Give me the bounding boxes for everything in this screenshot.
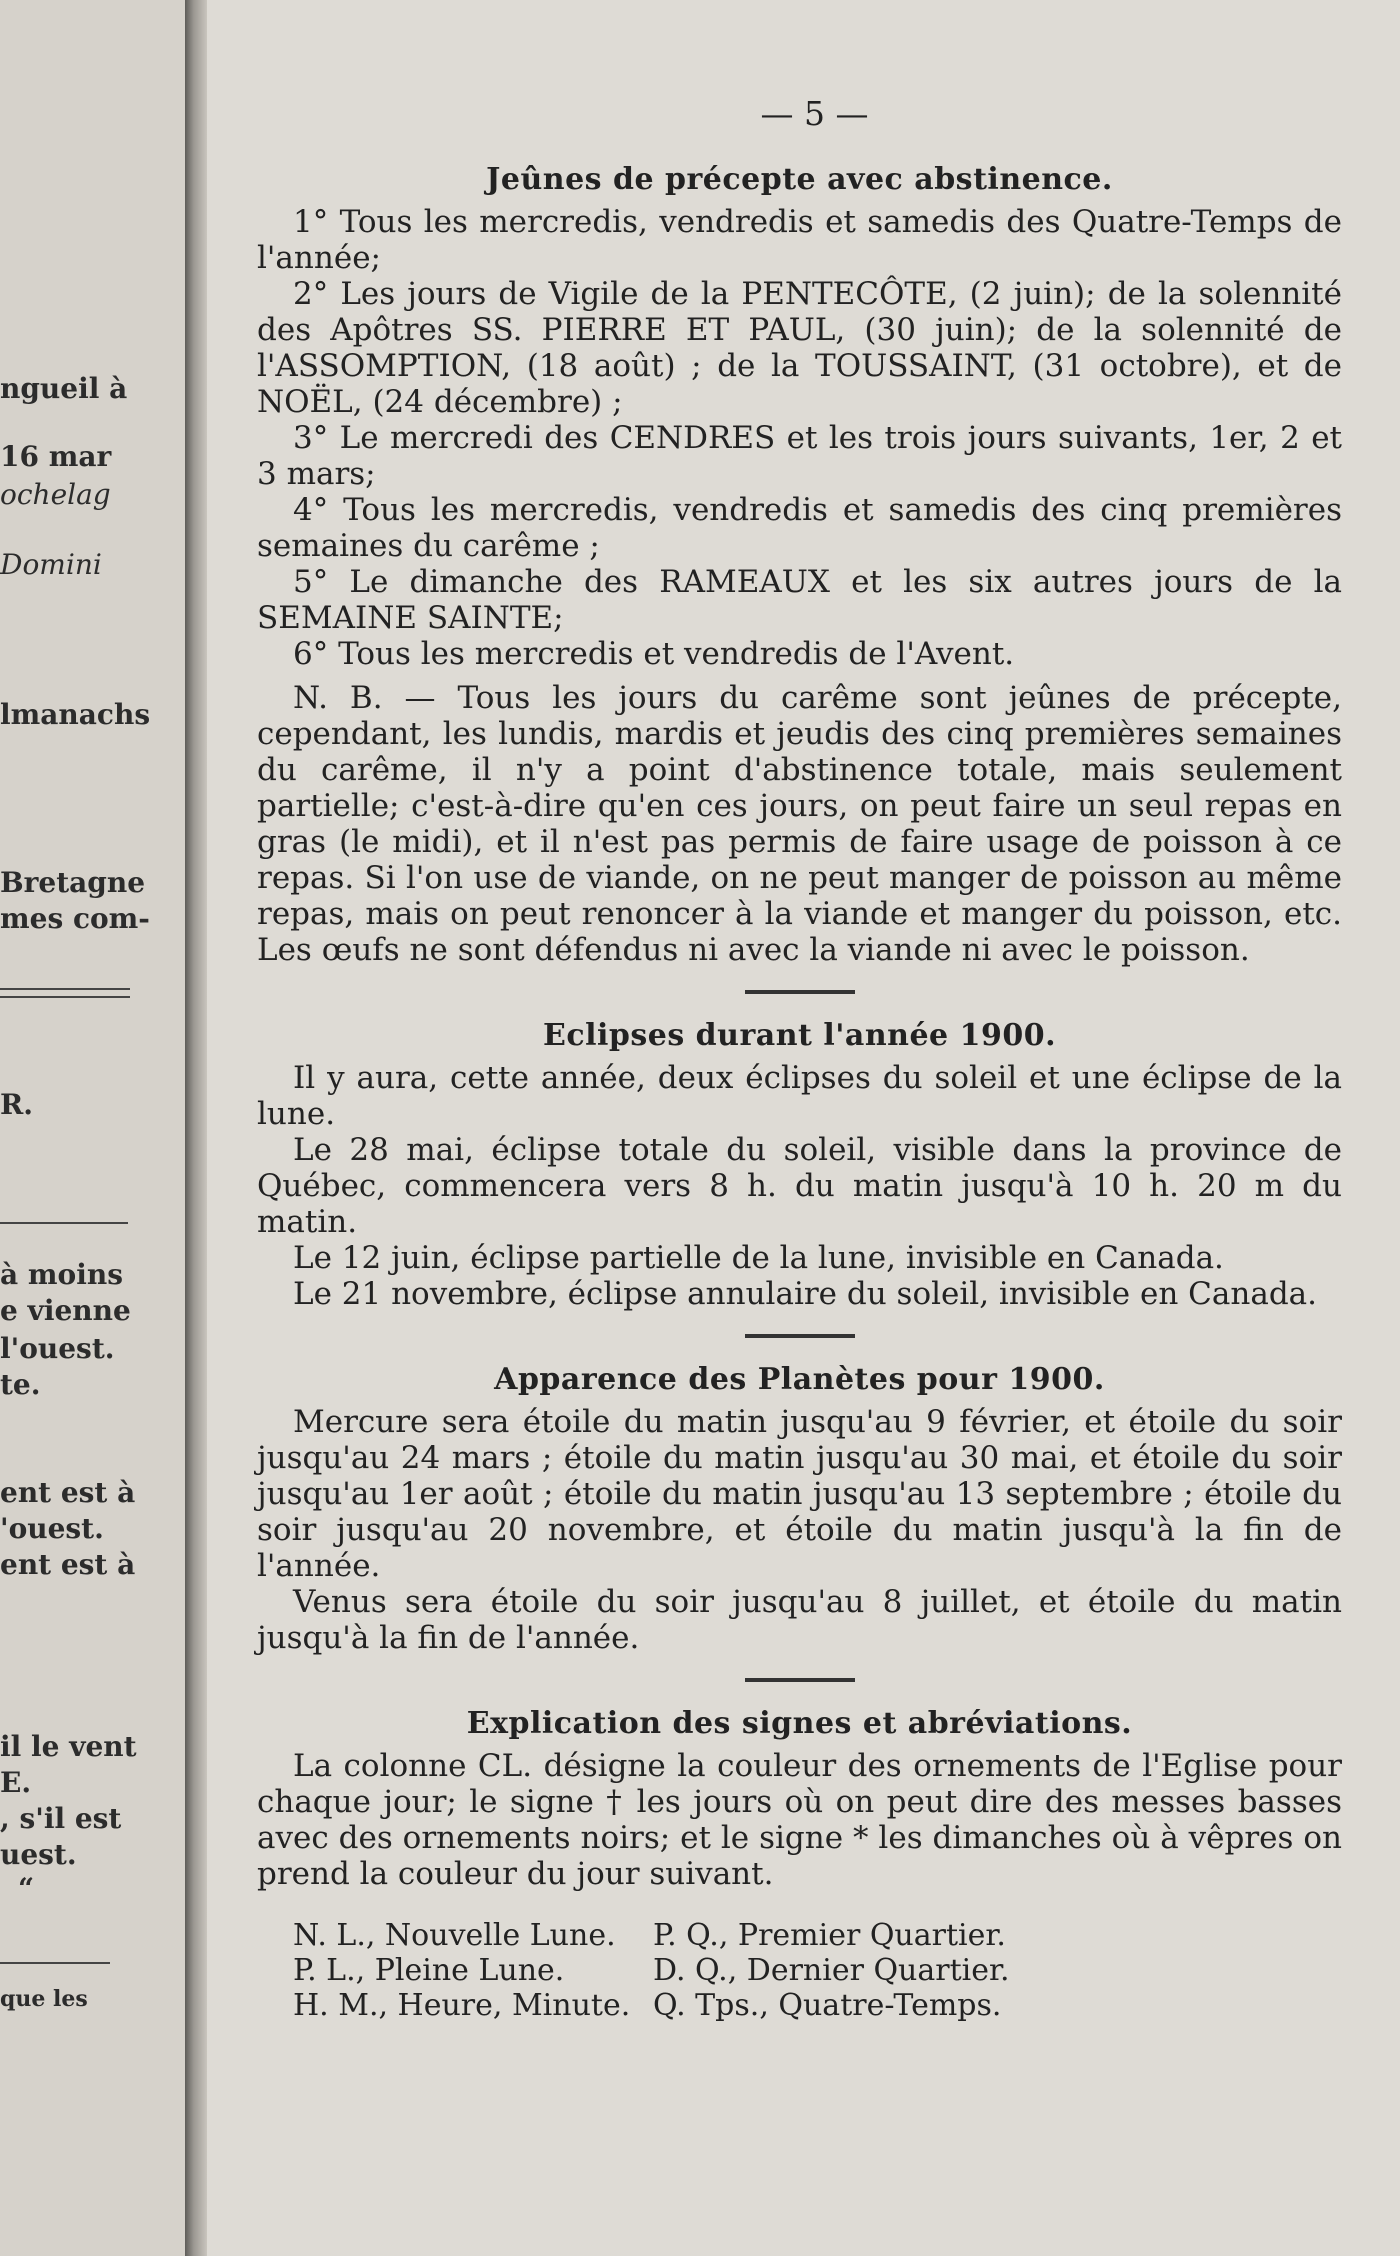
adjacent-page-line: à moins [0,1258,123,1291]
abbreviation-item: N. L., Nouvelle Lune. [293,1918,616,1953]
abbreviation-item: Q. Tps., Quatre-Temps. [653,1988,1002,2023]
paragraph: Le 12 juin, éclipse partielle de la lune, invisible en Canada. [293,1240,1224,1276]
paragraph: La colonne CL. désigne la couleur des ornements de l'Eglise pour chaque jour; le signe † les jours où on peut dire des messes basses avec des ornements noirs; et le signe * les dimanches où à vêpres on prend la couleur du jour suivant. [257,1748,1342,1892]
text-column [257,96,1342,2023]
paragraph: 5° Le dimanche des RAMEAUX et les six autres jours de la SEMAINE SAINTE; [257,564,1342,636]
adjacent-page-line: ent est à [0,1548,136,1581]
adjacent-page-line: ngueil à [0,372,128,405]
section-heading-planets: Apparence des Planètes pour 1900. [494,1362,1105,1397]
abbreviation-item: D. Q., Dernier Quartier. [653,1953,1010,1988]
adjacent-page-line: l'ouest. [0,1332,115,1365]
adjacent-page-line: E. [0,1766,32,1799]
adjacent-page-line: te. [0,1368,41,1401]
paragraph: 1° Tous les mercredis, vendredis et samedis des Quatre-Temps de l'année; [257,204,1342,276]
adjacent-page-line: , s'il est [0,1802,122,1835]
adjacent-page-line: que les [0,1986,88,2012]
main-page [207,0,1400,2256]
adjacent-page-line: ochelag [0,478,111,511]
adjacent-page-line: Bretagne [0,866,146,899]
paragraph: Mercure sera étoile du matin jusqu'au 9 février, et étoile du soir jusqu'au 24 mars ; étoile du matin jusqu'au 30 mai, et étoile du soir jusqu'au 1er août ; étoile du matin jusqu'au 13 septembre ; étoile du soir jusqu'au 20 novembre, et étoile du matin jusqu'à la fin de l'année. [257,1404,1342,1584]
adjacent-page-line: 'ouest. [0,1512,104,1545]
paragraph: 3° Le mercredi des CENDRES et les trois jours suivants, 1er, 2 et 3 mars; [257,420,1342,492]
section-heading-fasting: Jeûnes de précepte avec abstinence. [486,162,1113,197]
page-number: — 5 — [760,94,869,133]
section-heading-eclipses: Eclipses durant l'année 1900. [542,1018,1057,1053]
page-gutter-shadow [185,0,207,2256]
abbreviations-table [293,1918,1342,2023]
adjacent-page-line: R. [0,1088,34,1121]
paragraph: 6° Tous les mercredis et vendredis de l'Avent. [293,636,1015,672]
abbreviation-item: P. Q., Premier Quartier. [653,1918,1006,1953]
paragraph: Venus sera étoile du soir jusqu'au 8 juillet, et étoile du matin jusqu'à la fin de l'année. [257,1584,1342,1656]
adjacent-page-line: 16 mar [0,440,112,473]
adjacent-page-rule [0,1222,128,1224]
paragraph: Le 21 novembre, éclipse annulaire du soleil, invisible en Canada. [293,1276,1317,1312]
abbreviation-item: P. L., Pleine Lune. [293,1953,565,1988]
section-divider [745,990,855,994]
adjacent-page-line: e vienne [0,1294,131,1327]
adjacent-page-line: ent est à [0,1476,136,1509]
adjacent-page-rule [0,996,130,998]
adjacent-page-line: uest. [0,1838,77,1871]
adjacent-page-line: mes com- [0,902,150,935]
paragraph: Il y aura, cette année, deux éclipses du soleil et une éclipse de la lune. [257,1060,1342,1132]
adjacent-page-line: il le vent [0,1730,137,1763]
adjacent-page-fragment [0,0,186,2256]
adjacent-page-line: lmanachs [0,698,151,731]
nota-bene-paragraph: N. B. — Tous les jours du carême sont jeûnes de précepte, cependant, les lundis, mardis et jeudis des cinq premières semaines du carême, il n'y a point d'abstinence totale, mais seulement partielle; c'est-à-dire qu'en ces jours, on peut faire un seul repas en gras (le midi), et il n'est pas permis de faire usage de poisson à ce repas. Si l'on use de viande, on ne peut manger de poisson au même repas, mais on peut renoncer à la viande et manger du poisson, etc. Les œufs ne sont défendus ni avec la viande ni avec le poisson. [257,680,1342,968]
paragraph: 2° Les jours de Vigile de la PENTECÔTE, (2 juin); de la solennité des Apôtres SS. PIERRE ET PAUL, (30 juin); de la solennité de l'ASSOMPTION, (18 août) ; de la TOUSSAINT, (31 octobre), et de NOËL, (24 décembre) ; [257,276,1342,420]
adjacent-page-rule [0,988,130,990]
adjacent-page-line: “ [18,1872,35,1905]
abbreviation-item: H. M., Heure, Minute. [293,1988,631,2023]
section-heading-signs: Explication des signes et abréviations. [466,1706,1133,1741]
section-divider [745,1334,855,1338]
adjacent-page-line: Domini [0,548,102,581]
paragraph: Le 28 mai, éclipse totale du soleil, visible dans la province de Québec, commencera vers 8 h. du matin jusqu'à 10 h. 20 m du matin. [257,1132,1342,1240]
adjacent-page-rule [0,1962,110,1964]
section-divider [745,1678,855,1682]
paragraph: 4° Tous les mercredis, vendredis et samedis des cinq premières semaines du carême ; [257,492,1342,564]
